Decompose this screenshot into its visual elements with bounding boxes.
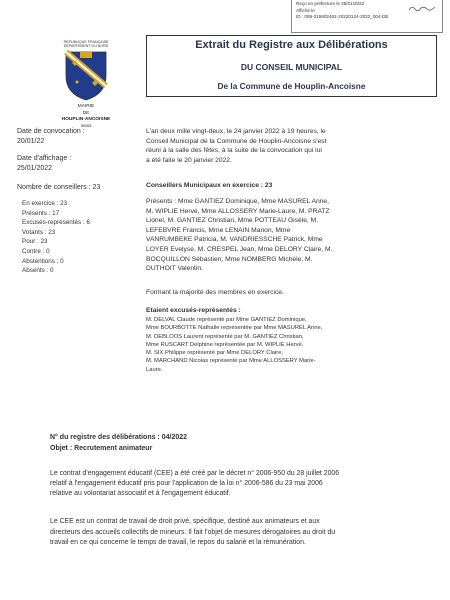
stamp-signature-icon <box>408 4 436 12</box>
stats-list <box>22 199 90 276</box>
stat-item: Présents : 17 <box>22 209 60 217</box>
stamp-line: ID : 059-215902462-20220124-2022_004-DE <box>296 14 389 20</box>
stamp-line: Affiché le <box>296 7 315 13</box>
page-subtitle-commune: De la Commune de Houplin-Ancoisne <box>217 81 366 91</box>
excuse-line: M. DEBLOOS Laurent représenté par M. GANTIEZ Christian, <box>146 333 304 340</box>
presents-line: LEFEBVRE Francis, Mme LENAIN Manon, Mme <box>146 226 291 234</box>
stat-item: Votants : 23 <box>22 228 56 236</box>
crest-top-line: RÉPUBLIQUE FRANÇAISE <box>63 40 109 44</box>
page-subtitle-council: DU CONSEIL MUNICIPAL <box>240 62 343 72</box>
affichage-label: Date d'affichage : <box>17 155 72 162</box>
stat-item: Pour : 23 <box>22 238 48 246</box>
crest-caption <box>50 104 122 129</box>
excuse-line: M. MARCHAND Nicolas représenté par Mme ALLOSSERY Marie- <box>146 358 316 365</box>
stat-item: Abstentions : 0 <box>22 257 64 265</box>
crest-top-line: DÉPARTEMENT DU NORD <box>63 44 109 48</box>
presents-line: M. WIPLIE Hervé, Mme ALLOSSERY Marie-Laure, M. PRATZ <box>146 207 330 215</box>
majorite-text: Formant la majorité des membres en exercice. <box>146 289 284 296</box>
paragraph-cee-creation <box>50 469 438 500</box>
paragraph-line: travail en ce qui concerne le temps de travail, le repos du salarié et la rémunération. <box>50 539 306 547</box>
intro-line: L'an deux mille vingt-deux, le 24 janvier 2022 à 19 heures, le <box>146 128 326 135</box>
presents-line: Présents : Mme GANTIEZ Dominique, Mme MASUREL Anne, <box>146 198 329 205</box>
title-box <box>146 35 437 97</box>
intro-line: Conseil Municipal de la Commune de Houplin-Ancoisne s'est <box>146 137 327 145</box>
crest-postcode: 59263 <box>80 123 92 128</box>
paragraph-line: directeurs des accueils collectifs de mineurs. Il fait l'objet de mesures dérogatoires au droit du <box>50 528 336 536</box>
paragraph-line: relatif à l'engagement éducatif pris pour l'application de la loi n° 2006-586 du 23 mai 2006 <box>50 480 323 488</box>
presents-line: LOYER Evelyse, M. CRESPEL Jean, Mme DELORY Claire, M. <box>146 245 333 253</box>
stat-item: Absents : 0 <box>22 267 54 275</box>
excuse-line: Mme BOURBOTTE Nathalie représentée par Mme MASUREL Anne, <box>146 325 323 332</box>
crest-commune: HOUPLIN-ANCOISNE <box>61 117 111 123</box>
conseillers-exercice: Conseillers Municipaux en exercice : 23 <box>146 182 273 189</box>
excuse-line: M. SIX Philippe représenté par Mme DELORY Claire, <box>146 350 284 357</box>
affichage-date: 25/01/2022 <box>17 165 53 172</box>
presents-line: DUTHOIT Valentin. <box>146 265 203 273</box>
stamp-line: Reçu en préfecture le 25/01/2022 <box>296 1 365 6</box>
stat-item: En exercice : 23 <box>22 200 68 207</box>
page-title: Extrait du Registre aux Délibérations <box>195 39 388 51</box>
crest-de: DE <box>82 110 90 116</box>
convocation-date: 20/01/22 <box>17 138 45 145</box>
objet: Objet : Recrutement animateur <box>50 445 153 452</box>
intro-line: réuni à la salle des fêtes, à la suite de la convocation qui lui <box>146 147 322 155</box>
excuse-line: Laure. <box>146 366 163 373</box>
excuses-title: Etaient excusés-représentés : <box>146 307 241 314</box>
intro-line: a été faite le 20 janvier 2022. <box>146 156 232 164</box>
registre-number: N° du registre des délibérations : 04/2022 <box>50 434 188 441</box>
intro-paragraph <box>146 127 438 165</box>
presents-line: VANRUMBEKE Patricia, M. VANDRIESSCHE Patrick, Mme <box>146 236 323 244</box>
presents-line: BOCQUILLON Sébastien, Mme NOMBERG Michèle, M. <box>146 255 313 263</box>
excuses-list <box>146 316 438 374</box>
excuse-line: M. DELVAL Claude représenté par Mme GANTIEZ Dominique, <box>146 317 307 323</box>
stat-item: Excusés-représentés : 6 <box>22 219 90 227</box>
paragraph-cee-definition <box>50 517 438 549</box>
paragraph-line: Le contrat d'engagement éducatif (CEE) a été créé par le décret n° 2006-950 du 28 juillet 2006 <box>50 470 340 477</box>
convocation-label: Date de convocation : <box>17 128 85 135</box>
paragraph-line: relative au volontariat associatif et à l'engagement éducatif. <box>50 490 231 498</box>
presents-paragraph <box>146 197 438 274</box>
prefecture-stamp <box>291 0 443 33</box>
paragraph-line: Le CEE est un contrat de travail de droit privé, spécifique, destiné aux animateurs et aux <box>50 518 320 525</box>
excuse-line: Mme RUSCART Delphine représentée par M. WIPLIE Hervé, <box>146 341 304 348</box>
coat-of-arms-icon <box>63 50 109 102</box>
stat-item: Contre : 0 <box>22 247 50 255</box>
nombre-conseillers: Nombre de conseillers : 23 <box>17 184 101 191</box>
presents-line: Lionel, M. GANTIEZ Christian, Mme POTTEAU Gisèle, M. <box>146 217 319 225</box>
crest-mairie: MAIRIE <box>77 104 95 109</box>
crest-top-text <box>60 40 112 48</box>
